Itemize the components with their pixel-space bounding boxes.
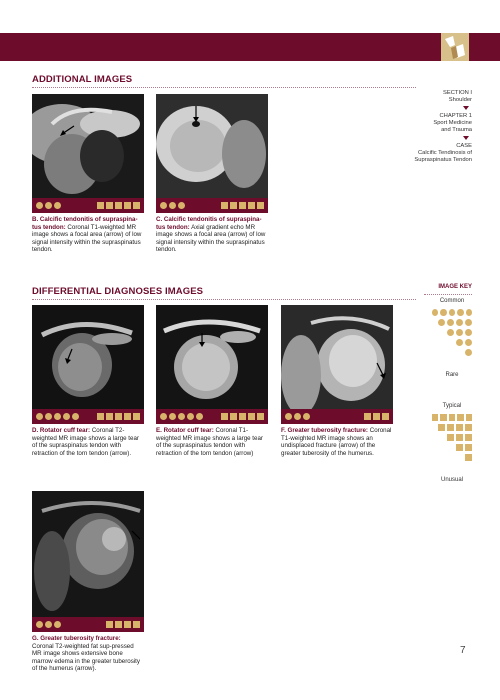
figure-caption <box>156 427 268 457</box>
figure-c <box>156 94 268 254</box>
page-number: 7 <box>460 645 466 656</box>
figure-caption <box>32 427 144 457</box>
typicality-squares <box>97 202 140 209</box>
caption-title: C. Calcific tendonitis of supraspina-tus tendon: <box>156 216 262 231</box>
sidebar-nav <box>400 90 472 164</box>
mri-image-c <box>156 94 268 198</box>
rarity-scale <box>432 309 472 359</box>
header-banner <box>0 33 500 61</box>
sidebar-chapter-name-2: and Trauma <box>441 127 472 133</box>
mri-image-e <box>156 305 268 409</box>
chevron-down-icon <box>463 136 469 140</box>
caption-text: Coronal T1-weighted MR image shows a focal area (arrow) of low signal intensity within the supraspinatus tendon. <box>32 223 142 254</box>
mri-image-d <box>32 305 144 409</box>
caption-title: B. Calcific tendonitis of supraspina-tus tendon: <box>32 216 138 231</box>
image-key-rare: Rare <box>445 372 459 378</box>
image-key-unusual: Unusual <box>440 477 463 483</box>
typicality-squares <box>221 413 264 420</box>
figure-b <box>32 94 144 254</box>
image-key-common: Common <box>439 298 465 304</box>
figure-caption <box>32 635 144 673</box>
caption-title: D. Rotator cuff tear: <box>32 427 91 434</box>
figure-caption <box>32 216 144 254</box>
image-key-divider <box>424 294 472 295</box>
caption-title: E. Rotator cuff tear: <box>156 427 214 434</box>
figure-caption <box>156 216 268 254</box>
caption-text: Coronal T2-weighted fat sup-pressed MR image shows extensive bone marrow edema in the greater tuberosity of the humerus (arrow). <box>32 642 140 673</box>
sidebar-chapter-label: CHAPTER 1 <box>439 113 472 119</box>
figure-f <box>281 305 393 457</box>
image-key-title: IMAGE KEY <box>438 284 472 290</box>
rarity-dots <box>160 202 185 209</box>
caption-title: G. Greater tuberosity fracture: <box>32 635 121 642</box>
rarity-dots <box>285 413 310 420</box>
publisher-logo <box>441 33 469 61</box>
rarity-dots <box>36 413 79 420</box>
image-key-bar <box>156 198 268 213</box>
caption-title: F. Greater tuberosity fracture: <box>281 427 368 434</box>
sidebar-chapter-name-1: Sport Medicine <box>433 120 472 126</box>
caption-text: Coronal T1-weighted MR image shows an undisplaced fracture (arrow) of the greater tuberosity of the humerus. <box>281 427 392 457</box>
typicality-squares <box>97 413 140 420</box>
image-key-bar <box>281 409 393 424</box>
section-divider <box>32 299 416 300</box>
figure-g <box>32 491 144 673</box>
image-key-bar <box>156 409 268 424</box>
figure-e <box>156 305 268 457</box>
figure-d <box>32 305 144 457</box>
typicality-squares <box>221 202 264 209</box>
typicality-squares <box>364 413 389 420</box>
image-key-typical: Typical <box>442 403 462 409</box>
section-title-additional-images: ADDITIONAL IMAGES <box>32 74 133 85</box>
caption-text: Coronal T2-weighted MR image shows a large tear of the supraspinatus tendon with retraction of the torn tendon (arrow). <box>32 427 139 457</box>
rarity-dots <box>36 202 61 209</box>
sidebar-case-name-1: Calcific Tendinosis of <box>417 150 472 156</box>
typicality-squares <box>106 621 140 628</box>
rarity-dots <box>160 413 203 420</box>
figure-caption <box>281 427 393 457</box>
section-divider <box>32 87 416 88</box>
mri-image-b <box>32 94 144 198</box>
caption-text: Coronal T1-weighted MR image shows a large tear of the supraspinatus tendon with retraction of the torn tendon (arrow) <box>156 427 263 457</box>
sidebar-case-label: CASE <box>456 143 472 149</box>
sidebar-case-name-2: Supraspinatus Tendon <box>414 157 472 163</box>
section-title-differential-diagnoses: DIFFERENTIAL DIAGNOSES IMAGES <box>32 286 204 297</box>
mri-image-f <box>281 305 393 409</box>
sidebar-section-name: Shoulder <box>448 97 472 103</box>
chevron-down-icon <box>463 106 469 110</box>
rarity-dots <box>36 621 61 628</box>
image-key-bar <box>32 409 144 424</box>
typicality-scale <box>432 414 472 464</box>
sidebar-section-label: SECTION I <box>443 90 472 96</box>
caption-text: Axial gradient echo MR image shows a focal area (arrow) of low signal intensity within the supraspinatus tendon. <box>156 223 266 254</box>
mri-image-g <box>32 491 144 617</box>
image-key-bar <box>32 198 144 213</box>
image-key-bar <box>32 617 144 632</box>
